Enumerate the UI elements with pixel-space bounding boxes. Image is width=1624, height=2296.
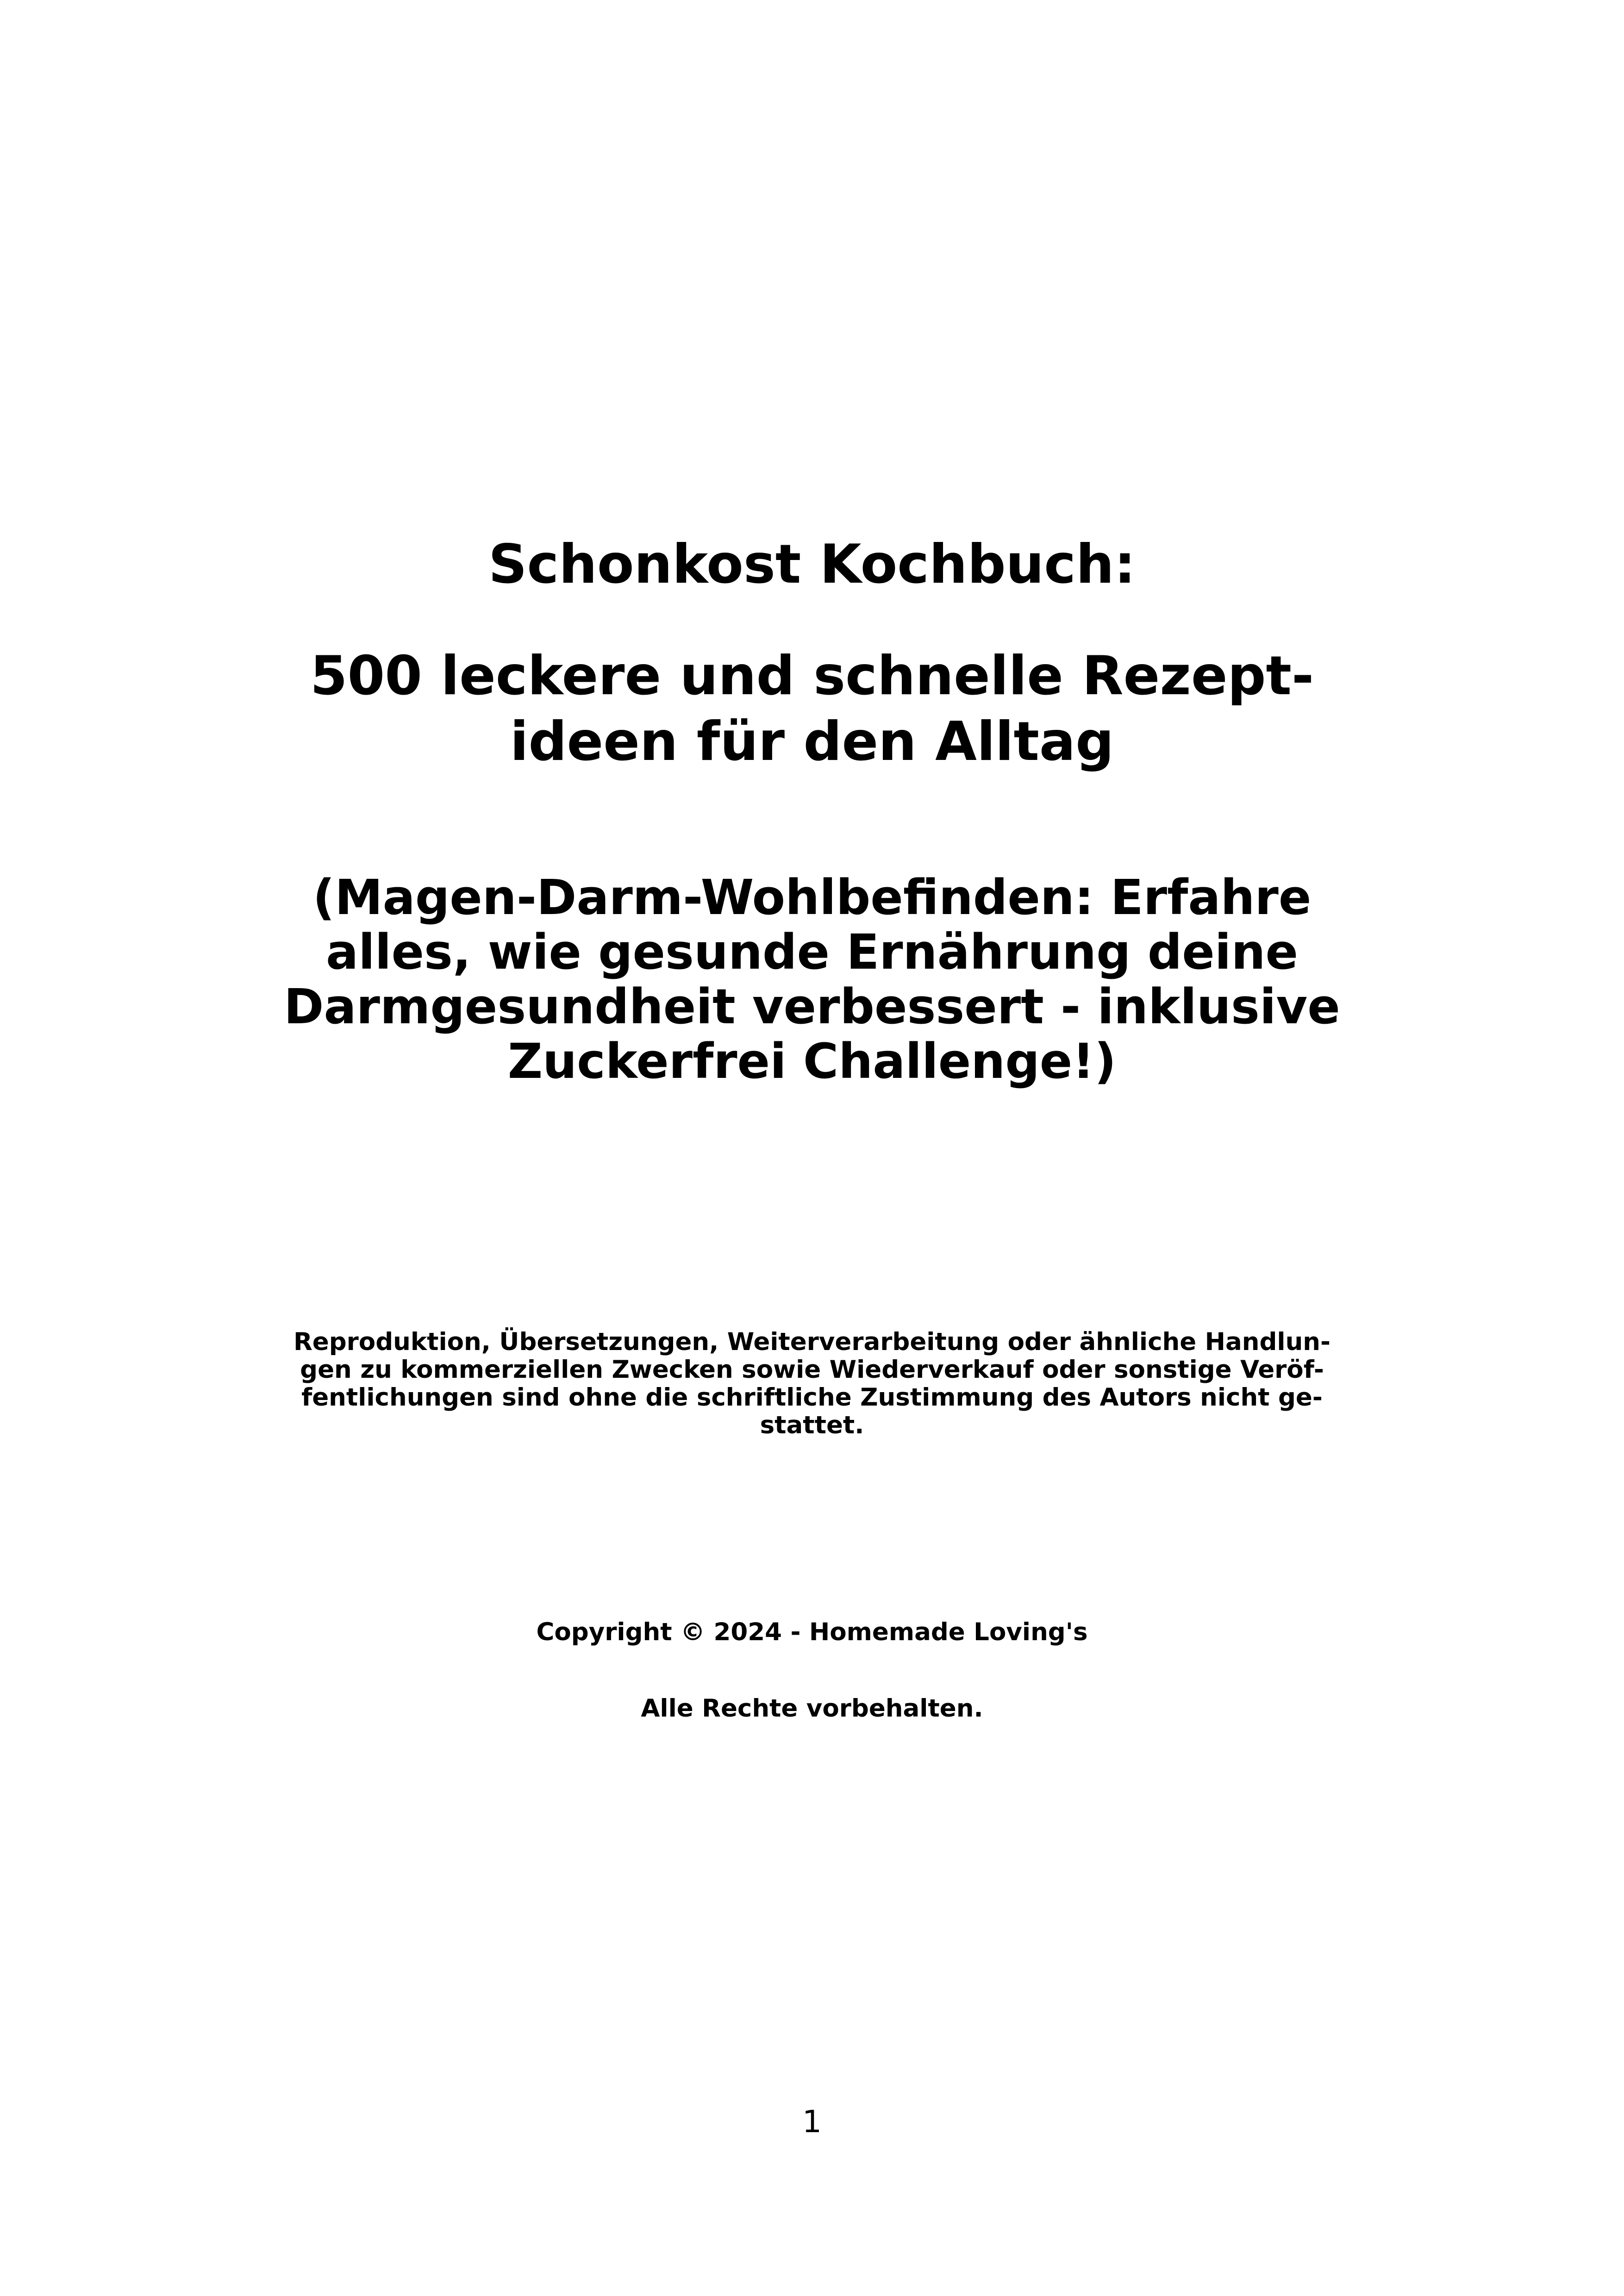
notice-line: Reproduktion, Übersetzungen, Weiterverarbeitung oder ähnliche Handlun- [293, 1328, 1331, 1356]
legal-notice [278, 1328, 1346, 1439]
tagline [278, 870, 1346, 1089]
page-title [278, 532, 1346, 597]
tagline-line: Darmgesundheit verbessert - inklusive [284, 978, 1340, 1035]
copyright-text: Copyright © 2024 - Homemade Loving's [536, 1618, 1088, 1646]
tagline-line: (Magen-Darm-Wohlbefinden: Erfahre [312, 869, 1312, 926]
rights-reserved [278, 1694, 1346, 1724]
copyright-line [278, 1618, 1346, 1647]
rights-text: Alle Rechte vorbehalten. [641, 1694, 983, 1723]
notice-line: fentlichungen sind ohne die schriftliche Zustimmung des Autors nicht ge- [301, 1383, 1323, 1412]
notice-line: gen zu kommerziellen Zwecken sowie Wiederverkauf oder sonstige Veröf- [300, 1356, 1324, 1384]
page-number: 1 [802, 2104, 822, 2140]
notice-line: stattet. [760, 1411, 864, 1439]
title-line: Schonkost Kochbuch: [488, 533, 1136, 596]
subtitle-line: 500 leckere und schnelle Rezept- [310, 645, 1314, 707]
subtitle-line: ideen für den Alltag [510, 710, 1114, 773]
subtitle [278, 643, 1346, 775]
tagline-line: alles, wie gesunde Ernährung deine [325, 924, 1299, 980]
tagline-line: Zuckerfrei Challenge!) [507, 1033, 1117, 1089]
